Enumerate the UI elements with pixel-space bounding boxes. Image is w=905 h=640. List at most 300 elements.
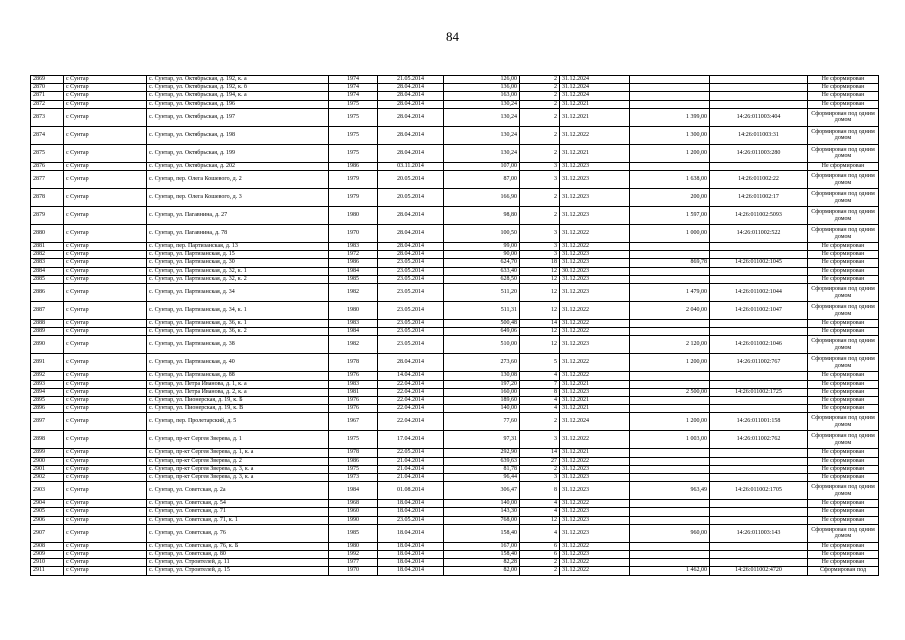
settlement-cell: с Сунтар [64,336,147,354]
build-year-cell: 1973 [329,474,378,482]
build-year-cell: 1975 [329,431,378,449]
build-year-cell: 1970 [329,567,378,575]
table-row [31,100,879,108]
area-cell: 160,00 [444,388,520,396]
deadline-cell: 31.12.2022 [560,372,630,380]
cadastral-number-cell [710,320,808,328]
cadastral-number-cell: 14:26:011001:158 [710,413,808,431]
floors-cell: 2 [520,567,560,575]
address-cell: с. Сунтар, ул. Партизанская, д. 34, к. 1 [147,302,329,320]
floors-cell: 27 [520,457,560,465]
row-number-cell: 2897 [31,413,64,431]
row-number-cell: 2892 [31,372,64,380]
land-area-cell: 1 399,00 [630,108,710,126]
settlement-cell: с Сунтар [64,189,147,207]
row-number-cell: 2877 [31,171,64,189]
survey-date-cell: 01.08.2014 [378,482,444,500]
row-number-cell: 2870 [31,84,64,92]
area-cell: 82,28 [444,559,520,567]
floors-cell: 2 [520,207,560,225]
land-area-cell: 2 040,00 [630,302,710,320]
area-cell: 82,00 [444,567,520,575]
build-year-cell: 1974 [329,92,378,100]
address-cell: с. Сунтар, ул. Советская, д. 80 [147,551,329,559]
floors-cell: 4 [520,524,560,542]
cadastral-number-cell: 14:26:011002:1725 [710,388,808,396]
settlement-cell: с Сунтар [64,500,147,508]
settlement-cell: с Сунтар [64,207,147,225]
land-status-cell: Не сформирован [808,92,879,100]
floors-cell: 3 [520,251,560,259]
build-year-cell: 1984 [329,482,378,500]
land-area-cell [630,76,710,84]
cadastral-number-cell: 14:26:011002:1047 [710,302,808,320]
land-area-cell [630,92,710,100]
table-row [31,243,879,251]
area-cell: 624,70 [444,259,520,267]
cadastral-number-cell: 14:26:011002:762 [710,431,808,449]
row-number-cell: 2911 [31,567,64,575]
survey-date-cell: 22.04.2014 [378,405,444,413]
land-area-cell [630,465,710,473]
area-cell: 197,20 [444,380,520,388]
land-area-cell [630,474,710,482]
settlement-cell: с Сунтар [64,108,147,126]
cadastral-number-cell: 14:26:011002:1705 [710,482,808,500]
area-cell: 98,80 [444,207,520,225]
table-row [31,449,879,457]
table-row [31,336,879,354]
land-area-cell [630,100,710,108]
floors-cell: 12 [520,328,560,336]
build-year-cell: 1983 [329,243,378,251]
land-area-cell [630,397,710,405]
floors-cell: 4 [520,372,560,380]
cadastral-number-cell [710,275,808,283]
settlement-cell: с Сунтар [64,388,147,396]
floors-cell: 5 [520,354,560,372]
deadline-cell: 31.12.2021 [560,108,630,126]
floors-cell: 2 [520,189,560,207]
cadastral-number-cell [710,243,808,251]
build-year-cell: 1978 [329,449,378,457]
cadastral-number-cell: 14:26:011003:280 [710,144,808,162]
land-area-cell: 960,00 [630,524,710,542]
build-year-cell: 1975 [329,126,378,144]
area-cell: 639,63 [444,457,520,465]
survey-date-cell: 22.04.2014 [378,397,444,405]
build-year-cell: 1980 [329,302,378,320]
survey-date-cell: 28.04.2014 [378,144,444,162]
floors-cell: 2 [520,465,560,473]
table-row [31,551,879,559]
row-number-cell: 2903 [31,482,64,500]
floors-cell: 12 [520,267,560,275]
settlement-cell: с Сунтар [64,431,147,449]
land-area-cell: 1 003,00 [630,431,710,449]
cadastral-number-cell: 14:26:011002:1045 [710,259,808,267]
land-area-cell [630,380,710,388]
area-cell: 140,00 [444,500,520,508]
land-status-cell: Не сформирован [808,542,879,550]
deadline-cell: 31.12.2021 [560,405,630,413]
land-status-cell: Не сформирован [808,508,879,516]
build-year-cell: 1982 [329,336,378,354]
address-cell: с. Сунтар, ул. Партизанская, д. 34 [147,284,329,302]
deadline-cell: 31.12.2023 [560,189,630,207]
survey-date-cell: 18.04.2014 [378,542,444,550]
survey-date-cell: 22.04.2014 [378,380,444,388]
row-number-cell: 2878 [31,189,64,207]
land-area-cell [630,320,710,328]
floors-cell: 2 [520,92,560,100]
area-cell: 511,31 [444,302,520,320]
settlement-cell: с Сунтар [64,567,147,575]
address-cell: с. Сунтар, пер. Олега Кошевого, д. 2 [147,171,329,189]
cadastral-number-cell [710,465,808,473]
table-row [31,388,879,396]
area-cell: 130,24 [444,108,520,126]
cadastral-number-cell [710,372,808,380]
settlement-cell: с Сунтар [64,457,147,465]
table-row [31,84,879,92]
settlement-cell: с Сунтар [64,397,147,405]
build-year-cell: 1986 [329,162,378,170]
deadline-cell: 31.12.2023 [560,171,630,189]
land-status-cell: Не сформирован [808,500,879,508]
survey-date-cell: 18.04.2014 [378,500,444,508]
area-cell: 633,40 [444,267,520,275]
build-year-cell: 1975 [329,108,378,126]
table-row [31,405,879,413]
land-status-cell: Сформирован под одним домом [808,207,879,225]
area-cell: 97,31 [444,431,520,449]
build-year-cell: 1985 [329,524,378,542]
row-number-cell: 2893 [31,380,64,388]
land-area-cell: 869,78 [630,259,710,267]
cadastral-number-cell [710,328,808,336]
land-area-cell [630,162,710,170]
deadline-cell: 31.12.2024 [560,92,630,100]
table-row [31,225,879,243]
build-year-cell: 1981 [329,388,378,396]
table-row [31,524,879,542]
floors-cell: 12 [520,302,560,320]
deadline-cell: 31.12.2022 [560,354,630,372]
land-area-cell [630,559,710,567]
address-cell: с. Сунтар, ул. Партизанская, д. 32, к. 2 [147,275,329,283]
survey-date-cell: 28.04.2014 [378,243,444,251]
row-number-cell: 2894 [31,388,64,396]
survey-date-cell: 18.04.2014 [378,567,444,575]
row-number-cell: 2898 [31,431,64,449]
build-year-cell: 1990 [329,516,378,524]
area-cell: 511,20 [444,284,520,302]
area-cell: 130,24 [444,100,520,108]
settlement-cell: с Сунтар [64,100,147,108]
table-row [31,162,879,170]
row-number-cell: 2896 [31,405,64,413]
deadline-cell: 31.12.2021 [560,100,630,108]
survey-date-cell: 23.05.2014 [378,275,444,283]
floors-cell: 3 [520,162,560,170]
survey-date-cell: 22.05.2014 [378,449,444,457]
deadline-cell: 31.12.2022 [560,320,630,328]
floors-cell: 6 [520,542,560,550]
area-cell: 167,00 [444,542,520,550]
deadline-cell: 31.12.2023 [560,284,630,302]
cadastral-number-cell [710,397,808,405]
floors-cell: 3 [520,474,560,482]
survey-date-cell: 23.05.2014 [378,284,444,302]
table-row [31,500,879,508]
table-row [31,251,879,259]
floors-cell: 3 [520,431,560,449]
area-cell: 130,24 [444,126,520,144]
deadline-cell: 31.12.2021 [560,144,630,162]
floors-cell: 4 [520,397,560,405]
area-cell: 628,50 [444,275,520,283]
land-status-cell: Не сформирован [808,372,879,380]
land-status-cell: Не сформирован [808,551,879,559]
settlement-cell: с Сунтар [64,508,147,516]
land-status-cell: Сформирован под одним домом [808,126,879,144]
build-year-cell: 1985 [329,275,378,283]
land-area-cell [630,516,710,524]
land-status-cell: Не сформирован [808,162,879,170]
survey-date-cell: 28.04.2014 [378,84,444,92]
land-status-cell: Сформирован под одним домом [808,171,879,189]
land-area-cell: 1 597,00 [630,207,710,225]
table-row [31,567,879,575]
table-row [31,302,879,320]
settlement-cell: с Сунтар [64,354,147,372]
row-number-cell: 2888 [31,320,64,328]
table-row [31,126,879,144]
deadline-cell: 31.12.2023 [560,259,630,267]
address-cell: с. Сунтар, ул. Строителей, д. 11 [147,559,329,567]
land-status-cell: Сформирован под одним домом [808,189,879,207]
floors-cell: 3 [520,243,560,251]
cadastral-number-cell: 14:26:011002:5093 [710,207,808,225]
table-row [31,542,879,550]
survey-date-cell: 28.04.2014 [378,108,444,126]
table-row [31,144,879,162]
deadline-cell: 31.12.2023 [560,465,630,473]
area-cell: 649,06 [444,328,520,336]
build-year-cell: 1978 [329,354,378,372]
cadastral-number-cell: 14:26:011002:22 [710,171,808,189]
area-cell: 163,00 [444,92,520,100]
floors-cell: 8 [520,482,560,500]
land-status-cell: Сформирован под одним домом [808,284,879,302]
settlement-cell: с Сунтар [64,542,147,550]
cadastral-number-cell: 14:26:011002:1046 [710,336,808,354]
build-year-cell: 1968 [329,500,378,508]
land-area-cell: 1 000,00 [630,225,710,243]
address-cell: с. Сунтар, ул. Октябрьская, д. 192, к. б [147,84,329,92]
survey-date-cell: 23.05.2014 [378,328,444,336]
area-cell: 500,48 [444,320,520,328]
floors-cell: 3 [520,171,560,189]
cadastral-number-cell [710,559,808,567]
page-number: 84 [446,29,459,44]
row-number-cell: 2871 [31,92,64,100]
row-number-cell: 2883 [31,259,64,267]
deadline-cell: 31.12.2023 [560,275,630,283]
deadline-cell: 31.12.2022 [560,500,630,508]
land-status-cell: Не сформирован [808,465,879,473]
settlement-cell: с Сунтар [64,559,147,567]
row-number-cell: 2873 [31,108,64,126]
area-cell: 273,60 [444,354,520,372]
land-status-cell: Не сформирован [808,275,879,283]
row-number-cell: 2904 [31,500,64,508]
cadastral-number-cell: 14:26:011002:522 [710,225,808,243]
row-number-cell: 2872 [31,100,64,108]
land-area-cell: 2 120,00 [630,336,710,354]
land-area-cell [630,542,710,550]
land-status-cell: Не сформирован [808,559,879,567]
survey-date-cell: 23.05.2014 [378,259,444,267]
cadastral-number-cell [710,84,808,92]
address-cell: с. Сунтар, ул. Партизанская, д. 38 [147,336,329,354]
cadastral-number-cell [710,100,808,108]
survey-date-cell: 28.04.2014 [378,354,444,372]
build-year-cell: 1986 [329,259,378,267]
row-number-cell: 2884 [31,267,64,275]
row-number-cell: 2874 [31,126,64,144]
build-year-cell: 1984 [329,328,378,336]
cadastral-number-cell [710,405,808,413]
land-area-cell [630,267,710,275]
land-status-cell: Не сформирован [808,449,879,457]
land-area-cell [630,328,710,336]
cadastral-number-cell: 14:26:011003:404 [710,108,808,126]
settlement-cell: с Сунтар [64,328,147,336]
survey-date-cell: 28.04.2014 [378,251,444,259]
deadline-cell: 31.12.2022 [560,567,630,575]
address-cell: с. Сунтар, ул. Пагавнина, д. 27 [147,207,329,225]
address-cell: с. Сунтар, ул. Советская, д. 2а [147,482,329,500]
row-number-cell: 2908 [31,542,64,550]
address-cell: с. Сунтар, ул. Советская, д. 71 [147,508,329,516]
address-cell: с. Сунтар, пер. Пролетарский, д. 5 [147,413,329,431]
land-area-cell: 963,49 [630,482,710,500]
survey-date-cell: 28.04.2014 [378,207,444,225]
land-status-cell: Сформирован под одним домом [808,413,879,431]
area-cell: 166,90 [444,189,520,207]
area-cell: 158,40 [444,524,520,542]
area-cell: 130,08 [444,372,520,380]
address-cell: с. Сунтар, ул. Петра Иванова, д. 1, к. а [147,380,329,388]
land-status-cell: Не сформирован [808,388,879,396]
table-row [31,516,879,524]
land-status-cell: Не сформирован [808,328,879,336]
floors-cell: 2 [520,413,560,431]
deadline-cell: 31.12.2021 [560,449,630,457]
address-cell: с. Сунтар, ул. Октябрьская, д. 192, к. а [147,76,329,84]
table-row [31,171,879,189]
cadastral-number-cell [710,516,808,524]
cadastral-number-cell: 14:26:011002:767 [710,354,808,372]
address-cell: с. Сунтар, ул. Петра Иванова, д. 2, к. а [147,388,329,396]
land-status-cell: Не сформирован [808,84,879,92]
survey-date-cell: 20.05.2014 [378,171,444,189]
survey-date-cell: 22.04.2014 [378,388,444,396]
address-cell: с. Сунтар, ул. Партизанская, д. 15 [147,251,329,259]
row-number-cell: 2880 [31,225,64,243]
land-status-cell: Сформирован под одним домом [808,524,879,542]
settlement-cell: с Сунтар [64,144,147,162]
land-area-cell [630,500,710,508]
land-status-cell: Сформирован под одним домом [808,336,879,354]
build-year-cell: 1960 [329,508,378,516]
settlement-cell: с Сунтар [64,84,147,92]
address-cell: с. Сунтар, пр-кт Сергея Зверева, д. 3, к. а [147,465,329,473]
table-row [31,431,879,449]
floors-cell: 12 [520,275,560,283]
settlement-cell: с Сунтар [64,284,147,302]
survey-date-cell: 23.05.2014 [378,302,444,320]
area-cell: 96,44 [444,474,520,482]
land-status-cell: Не сформирован [808,251,879,259]
settlement-cell: с Сунтар [64,251,147,259]
address-cell: с. Сунтар, ул. Партизанская, д. 40 [147,354,329,372]
cadastral-number-cell [710,251,808,259]
address-cell: с. Сунтар, ул. Октябрьская, д. 199 [147,144,329,162]
row-number-cell: 2885 [31,275,64,283]
deadline-cell: 31.12.2023 [560,482,630,500]
deadline-cell: 31.12.2024 [560,76,630,84]
table-row [31,465,879,473]
build-year-cell: 1992 [329,551,378,559]
deadline-cell: 31.12.2022 [560,431,630,449]
row-number-cell: 2907 [31,524,64,542]
address-cell: с. Сунтар, ул. Октябрьская, д. 196 [147,100,329,108]
build-year-cell: 1975 [329,465,378,473]
build-year-cell: 1980 [329,207,378,225]
area-cell: 100,50 [444,225,520,243]
build-year-cell: 1977 [329,559,378,567]
area-cell: 158,40 [444,551,520,559]
survey-date-cell: 23.05.2014 [378,320,444,328]
land-area-cell: 1 200,00 [630,354,710,372]
deadline-cell: 31.12.2022 [560,542,630,550]
address-cell: с. Сунтар, ул. Партизанская, д. 36, к. 2 [147,328,329,336]
cadastral-number-cell [710,457,808,465]
settlement-cell: с Сунтар [64,267,147,275]
floors-cell: 2 [520,100,560,108]
table-row [31,76,879,84]
land-status-cell: Не сформирован [808,267,879,275]
land-status-cell: Сформирован под одним домом [808,108,879,126]
cadastral-number-cell [710,267,808,275]
deadline-cell: 31.12.2023 [560,551,630,559]
cadastral-number-cell [710,508,808,516]
cadastral-number-cell [710,92,808,100]
deadline-cell: 31.12.2022 [560,328,630,336]
build-year-cell: 1979 [329,189,378,207]
survey-date-cell: 20.05.2014 [378,189,444,207]
cadastral-number-cell [710,162,808,170]
address-cell: с. Сунтар, ул. Октябрьская, д. 197 [147,108,329,126]
row-number-cell: 2890 [31,336,64,354]
table-row [31,372,879,380]
address-cell: с. Сунтар, пр-кт Сергея Зверева, д. 1, к. а [147,449,329,457]
cadastral-number-cell [710,76,808,84]
land-status-cell: Не сформирован [808,100,879,108]
